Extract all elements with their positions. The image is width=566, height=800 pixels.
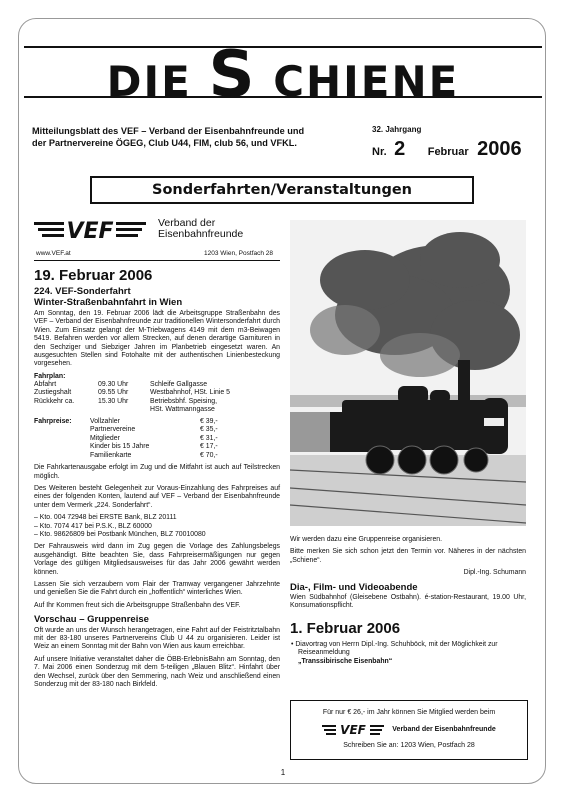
prices-categories bbox=[90, 418, 200, 460]
article1-subtitle1: 224. VEF-Sonderfahrt bbox=[34, 286, 131, 297]
membership-org: Verband der Eisenbahnfreunde bbox=[392, 725, 496, 733]
membership-box bbox=[290, 700, 528, 760]
fahrplan-table bbox=[34, 381, 230, 414]
article2-p2: Auf unsere Initiative veranstaltet daher die ÖBB-ErlebnisBahn am Sonntag, den 7. Mai 2006 einen Sonderzug mit dem 5-teiligen „Blauen Blitz“. Hinfahrt über den Wechsel, zurück über den Semmering, nach Weiz und anschließend einen Sonderzug mit der 83-180 nach Birkfeld. bbox=[34, 655, 280, 689]
table-row bbox=[34, 398, 230, 406]
vef-small-logo-icon bbox=[322, 722, 384, 736]
price-value: € 17,- bbox=[200, 443, 218, 451]
fahrplan-time: 15.30 Uhr bbox=[98, 397, 129, 405]
fahrplan-what bbox=[34, 406, 98, 414]
vef-header bbox=[34, 216, 280, 262]
right-group: Wir werden dazu eine Gruppenreise organisieren. bbox=[290, 536, 443, 543]
fahrplan-label: Fahrplan: bbox=[34, 372, 66, 380]
prices-block bbox=[34, 418, 280, 460]
fahrplan-where: Schleife Gallgasse bbox=[150, 381, 208, 389]
jahrgang: 32. Jahrgang bbox=[372, 125, 422, 134]
article1-flair: Lassen Sie sich verzaubern vom Flair der Tramway vergangener Jahrzehnte und genießen Sie die Fahrt durch ein „hoffentlich“ winterliches Wien. bbox=[34, 580, 280, 597]
price-value: € 39,- bbox=[200, 418, 218, 426]
date2: 1. Februar 2006 bbox=[290, 619, 401, 637]
list-item: – Kto. 004 72948 bei ERSTE Bank, BLZ 20111 bbox=[34, 514, 177, 522]
issue-info bbox=[372, 125, 542, 161]
vef-name-line1: Verband der bbox=[158, 217, 216, 229]
vef-logo-text: VEF bbox=[66, 219, 114, 242]
fahrplan-time: 09.30 Uhr bbox=[98, 381, 129, 389]
membership-line1: Für nur € 26,- im Jahr können Sie Mitglied werden beim bbox=[322, 709, 496, 716]
prices-label: Fahrpreise: bbox=[34, 418, 72, 426]
membership-line3: Schreiben Sie an: 1203 Wien, Postfach 28 bbox=[343, 742, 475, 749]
fahrplan-what: Abfahrt bbox=[34, 381, 57, 389]
vef-logo-icon bbox=[34, 218, 146, 242]
price-category: Mitglieder bbox=[90, 434, 120, 442]
vef-name bbox=[158, 218, 243, 240]
table-row bbox=[34, 389, 230, 397]
subhead-line1: Mitteilungsblatt des VEF – Verband der Eisenbahnfreunde und bbox=[32, 126, 305, 136]
fahrplan-where: Betriebsbhf. Speising, bbox=[150, 397, 218, 405]
signature: Dipl.-Ing. Schumann bbox=[463, 569, 526, 577]
page-number: 1 bbox=[280, 768, 286, 777]
price-value: € 70,- bbox=[200, 451, 218, 459]
fahrplan-where: HSt. Wattmanngasse bbox=[150, 405, 215, 413]
vef-rule bbox=[34, 260, 280, 261]
table-row bbox=[34, 381, 230, 389]
bullet-item bbox=[290, 641, 526, 666]
article1-date: 19. Februar 2006 bbox=[34, 267, 153, 284]
price-category: Partnervereine bbox=[90, 426, 136, 434]
dia-text: Wien Südbahnhof (Gleisebene Ostbahn). é-station-Restaurant, 19.00 Uhr, Konsumationspflicht. bbox=[290, 594, 526, 610]
issue-month: Februar bbox=[427, 146, 469, 158]
bullet-text: • Diavortrag von Herrn Dipl.-Ing. Schuhböck, mit der Möglichkeit zur Reiseanmeldung bbox=[291, 640, 498, 657]
vef-address: 1203 Wien, Postfach 28 bbox=[204, 250, 274, 257]
fahrplan-time: 09.55 Uhr bbox=[98, 389, 129, 397]
nr-value: 2 bbox=[394, 138, 406, 160]
vef-url: www.VEF.at bbox=[36, 250, 71, 257]
subhead-line2: der Partnervereine ÖGEG, Club U44, FIM, club 56, und VFKL. bbox=[32, 138, 297, 148]
issue-number-line bbox=[372, 138, 542, 161]
article1-accounts-intro: Des Weiteren besteht Gelegenheit zur Voraus-Einzahlung des Fahrpreises auf eines der folgenden Konten, lautend auf VEF – Verband der Eisenbahnfreunde unter dem Vermerk „224. Sonderfahrt“. bbox=[34, 484, 280, 509]
article1-ticket: Die Fahrkartenausgabe erfolgt im Zug und die Mitfahrt ist auch auf Teilstrecken möglich. bbox=[34, 464, 280, 480]
fahrplan-where: Westbahnhof, HSt. Linie 5 bbox=[150, 389, 230, 397]
section-title: Sonderfahrten/Veranstaltungen bbox=[90, 176, 474, 204]
vef-name-line2: Eisenbahnfreunde bbox=[158, 228, 244, 240]
price-category: Familienkarte bbox=[90, 451, 132, 459]
logo-right: CHIENE bbox=[273, 57, 460, 106]
price-category: Kinder bis 15 Jahre bbox=[90, 443, 150, 451]
article2-title: Vorschau – Gruppenreise bbox=[34, 614, 149, 626]
prices-values bbox=[200, 418, 240, 460]
issue-year: 2006 bbox=[477, 138, 522, 160]
price-value: € 31,- bbox=[200, 434, 218, 442]
price-category: Vollzahler bbox=[90, 418, 120, 426]
article1-proof: Der Fahrausweis wird dann im Zug gegen die Vorlage des Zahlungsbelegs ausgehändigt. Bitte beachten Sie, dass Fahrpreisermäßigungen nur gegen Vorlage des gültigen Mitgliedsausweises für das Jahr 2006 gewährt werden können. bbox=[34, 543, 280, 576]
article1-thanks: Auf Ihr Kommen freut sich die Arbeitsgruppe Straßenbahn des VEF. bbox=[34, 601, 241, 609]
membership-logo-line bbox=[291, 722, 527, 736]
logo-left: DIE bbox=[106, 57, 192, 106]
dia-title: Dia-, Film- und Videoabende bbox=[290, 581, 418, 593]
masthead-logo bbox=[24, 40, 542, 117]
masthead bbox=[24, 40, 542, 110]
right-note: Bitte merken Sie sich schon jetzt den Termin vor. Näheres in der nächsten „Schiene“. bbox=[290, 548, 526, 564]
fahrplan-time bbox=[98, 406, 150, 414]
table-row bbox=[34, 406, 230, 414]
fahrplan-what: Rückkehr ca. bbox=[34, 397, 75, 405]
article2-p1: Oft wurde an uns der Wunsch herangetragen, eine Fahrt auf der Feistritztalbahn mit der 83-180 unseres Partnervereins Club U 44 zu organisieren. Leider ist Weiz an einem Sonntag mit der Bahn von Wien aus kaum erreichbar. bbox=[34, 626, 280, 651]
subhead-description bbox=[32, 125, 337, 149]
left-column bbox=[34, 216, 280, 693]
fahrplan-what: Zustiegshalt bbox=[34, 389, 72, 397]
bullet-bold-text: „Transsibirische Eisenbahn“ bbox=[298, 657, 393, 665]
article1-subtitle2: Winter-Straßenbahnfahrt in Wien bbox=[34, 297, 183, 308]
nr-label: Nr. bbox=[372, 146, 387, 158]
steam-locomotive-photo bbox=[290, 220, 526, 526]
right-text bbox=[290, 536, 526, 666]
list-item: – Kto. 98626809 bei Postbank München, BLZ 70010080 bbox=[34, 530, 206, 538]
list-item: – Kto. 7074 417 bei P.S.K., BLZ 60000 bbox=[34, 522, 152, 530]
logo-big-letter: S bbox=[208, 38, 257, 112]
article1-intro: Am Sonntag, den 19. Februar 2006 lädt die Arbeitsgruppe Straßenbahn des VEF – Verband der Eisenbahnfreunde zur traditionellen Wintersonderfahrt durch Wien. Zum Einsatz gelangt der M-Triebwagens 4149 mit dem m3-Beiwagen 5419. Befahren werden vor allem Strecken, auf denen derartige Garnituren in den Sechziger und Siebziger Jahren im Planbetrieb eingesetzt waren. An ausgesuchten Stellen sind Fotohalte mit der authentischen Linienbesteckung vorgesehen. bbox=[34, 310, 280, 368]
vef-small-logo-text: VEF bbox=[340, 723, 367, 736]
accounts-list bbox=[34, 514, 280, 539]
price-value: € 35,- bbox=[200, 426, 218, 434]
